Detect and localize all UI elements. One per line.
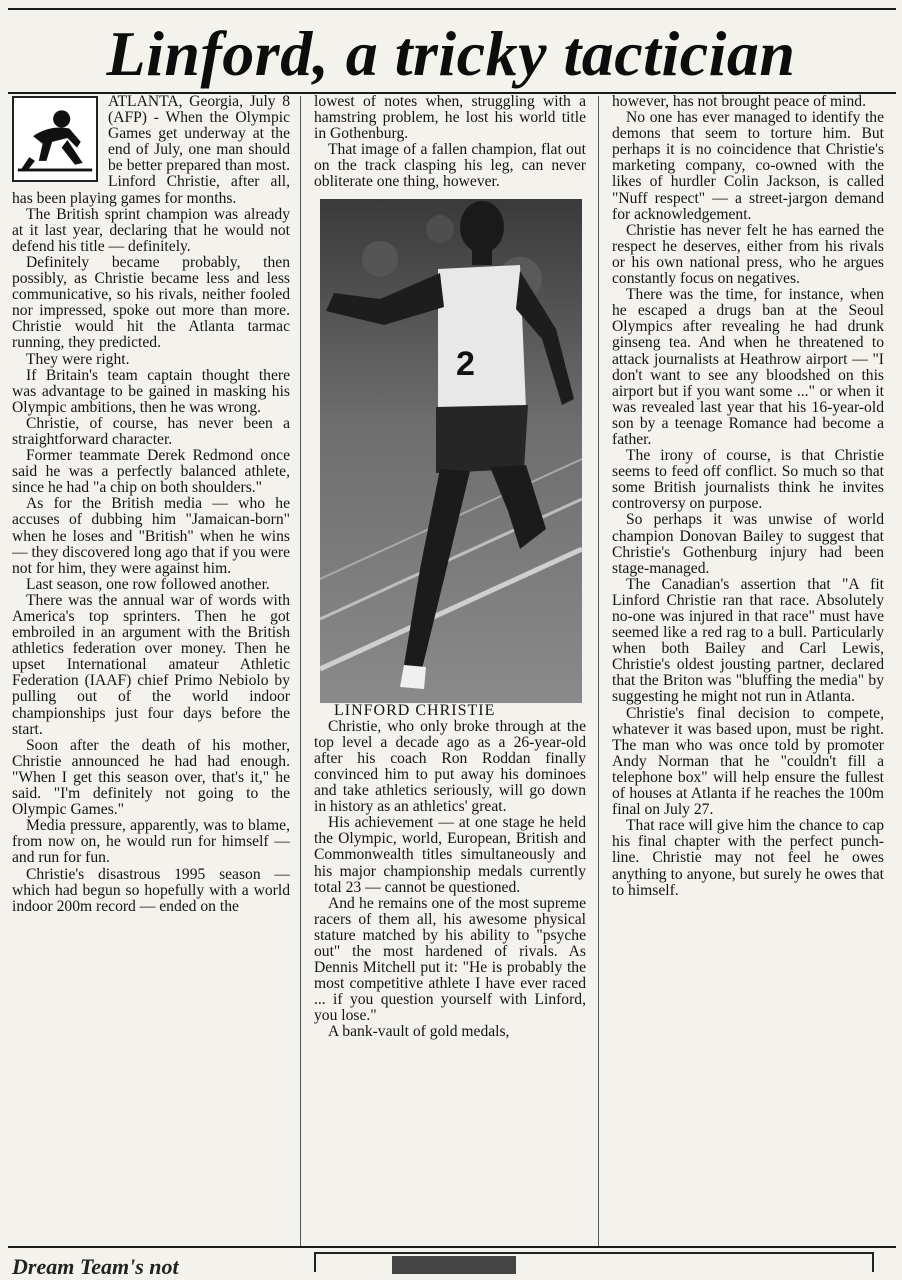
top-rule: [8, 8, 896, 10]
paragraph: That image of a fallen champion, flat out on the track clasping his leg, can never obliterate one thing, however.: [314, 141, 586, 191]
next-story-photo: [392, 1256, 516, 1274]
paragraph: Former teammate Derek Redmond once said he was a perfectly balanced athlete, since he had "a chip on both shoulders.": [12, 447, 290, 497]
paragraph: Definitely became probably, then possibly, as Christie became less and less communicative, so his rivals, neither fooled nor impressed, spoke out more than more. Christie would hit the Atlanta tarmac running, they predicted.: [12, 253, 290, 352]
paragraph: Christie, who only broke through at the top level a decade ago as a 26-year-old after his coach Ron Roddan finally convinced him to put away his dominoes and take athletics seriously, will go down in history as an athletics' great.: [314, 717, 586, 816]
paragraph: So perhaps it was unwise of world champion Donovan Bailey to suggest that Christie's Gothenburg injury had been stage-managed.: [612, 511, 884, 577]
paragraph: They were right.: [26, 350, 130, 368]
paragraph: There was the annual war of words with America's top sprinters. Then he got embroiled in an argument with the British athletics federation over money. Then he upset International amateur Athletic Federation (IAAF) chief Primo Nebiolo by pulling out of the world indoor championships just four days before the start.: [12, 591, 290, 738]
paragraph: lowest of notes when, struggling with a hamstring problem, he lost his world title in Gothenburg.: [314, 94, 586, 143]
next-story-photo-frame: [314, 1252, 874, 1272]
paragraph: No one has ever managed to identify the demons that seem to torture him. But perhaps it is no coincidence that Christie's marketing company, co-owned with the likes of hurdler Colin Jackson, is called "Nuff respect" — a street-jargon demand for acknowledgement.: [612, 109, 884, 223]
paragraph: Christie's final decision to compete, whatever it was based upon, must be right. The man who was once told by promoter Andy Norman that he "couldn't fill a telephone box" will help ensure the fullest of houses at Atlanta if he reaches the 100m final on July 27.: [612, 704, 884, 819]
article-column-1: [12, 94, 290, 1244]
column-rule: [300, 96, 301, 1246]
article-column-3: [612, 94, 884, 1244]
paragraph: The British sprint champion was already at it last year, declaring that he would not defend his title — definitely.: [12, 205, 290, 255]
paragraph: As for the British media — who he accuses of dubbing him "Jamaican-born" when he loses and "British" when he wins — they discovered long ago that if you were not for him, they were against him.: [12, 495, 290, 577]
paragraph: If Britain's team captain thought there was advantage to be gained in masking his Olympic ambitions, then he was wrong.: [12, 366, 290, 416]
paragraph: Christie, of course, has never been a straightforward character.: [12, 414, 290, 448]
sprinter-start-icon: [12, 96, 98, 182]
paragraph: And he remains one of the most supreme racers of them all, his awesome physical stature matched by his ability to "psyche out" the most hardened of rivals. As Dennis Mitchell put it: "He is probably the most competitive athlete I have ever raced ... if you question yourself with Linford, you lose.": [314, 894, 586, 1025]
column-rule: [598, 96, 599, 1246]
photo-caption: LINFORD CHRISTIE: [334, 701, 496, 719]
paragraph: Christie has never felt he has earned the respect he deserves, either from his rivals or his own national press, who he argues constantly focus on negatives.: [612, 221, 884, 288]
paragraph: The irony of course, is that Christie seems to feed off conflict. So much so that some British journalists think he invites controversy on purpose.: [612, 447, 884, 513]
photo-block: [320, 199, 582, 719]
article-column-2: [314, 94, 586, 1244]
paragraph: The Canadian's assertion that "A fit Linford Christie ran that race. Absolutely no-one was injured in that race" must have seemed like a red rag to a bull. Particularly when both Bailey and Carl Lewis, Christie's oldest jousting partner, declared that the Briton was "bluffing the media" by suggesting he might not run in Atlanta.: [612, 575, 884, 706]
bottom-rule: [8, 1246, 896, 1248]
paragraph: Christie's disastrous 1995 season — which had begun so hopefully with a world indoor 200m record — ended on the: [12, 865, 290, 915]
paragraph: His achievement — at one stage he held the Olympic, world, European, British and Commonwealth titles simultaneously and his major championship medals currently total 23 — cannot be questioned.: [314, 814, 586, 896]
paragraph: ATLANTA, Georgia, July 8 (AFP) - When the Olympic Games get underway at the end of July, one man should be better prepared than most. Linford Christie, after all, has been playing games for months.: [12, 94, 290, 207]
paragraph: however, has not brought peace of mind.: [612, 94, 866, 110]
paragraph: Soon after the death of his mother, Christie announced he had had enough. "When I get this season over, that's it," he said. "I'm definitely not going to the Olympic Games.": [12, 736, 290, 819]
paragraph: Media pressure, apparently, was to blame, from now on, he would run for himself — and run for fun.: [12, 817, 290, 867]
paragraph: That race will give him the chance to cap his final chapter with the perfect punch-line. Christie may not feel he owes anything to anyone, but surely he owes that to himself.: [612, 817, 884, 899]
bib-number: 2: [456, 344, 475, 383]
next-story-headline: Dream Team's not: [12, 1254, 179, 1279]
sprinter-photo: [320, 199, 582, 703]
paragraph: There was the time, for instance, when he escaped a drugs ban at the Seoul Olympics after revealing he had drunk ginseng tea. And when he threatened to attack journalists at Heathrow airport — "I don't want to see any bloodshed on this airport but if you want some ..." or when it was revealed last year that his 16-year-old son by a teenage Romance had become a father.: [612, 286, 884, 448]
paragraph: A bank-vault of gold medals,: [328, 1023, 510, 1041]
paragraph: Last season, one row followed another.: [26, 575, 270, 593]
headline: Linford, a tricky tactician: [106, 18, 796, 89]
